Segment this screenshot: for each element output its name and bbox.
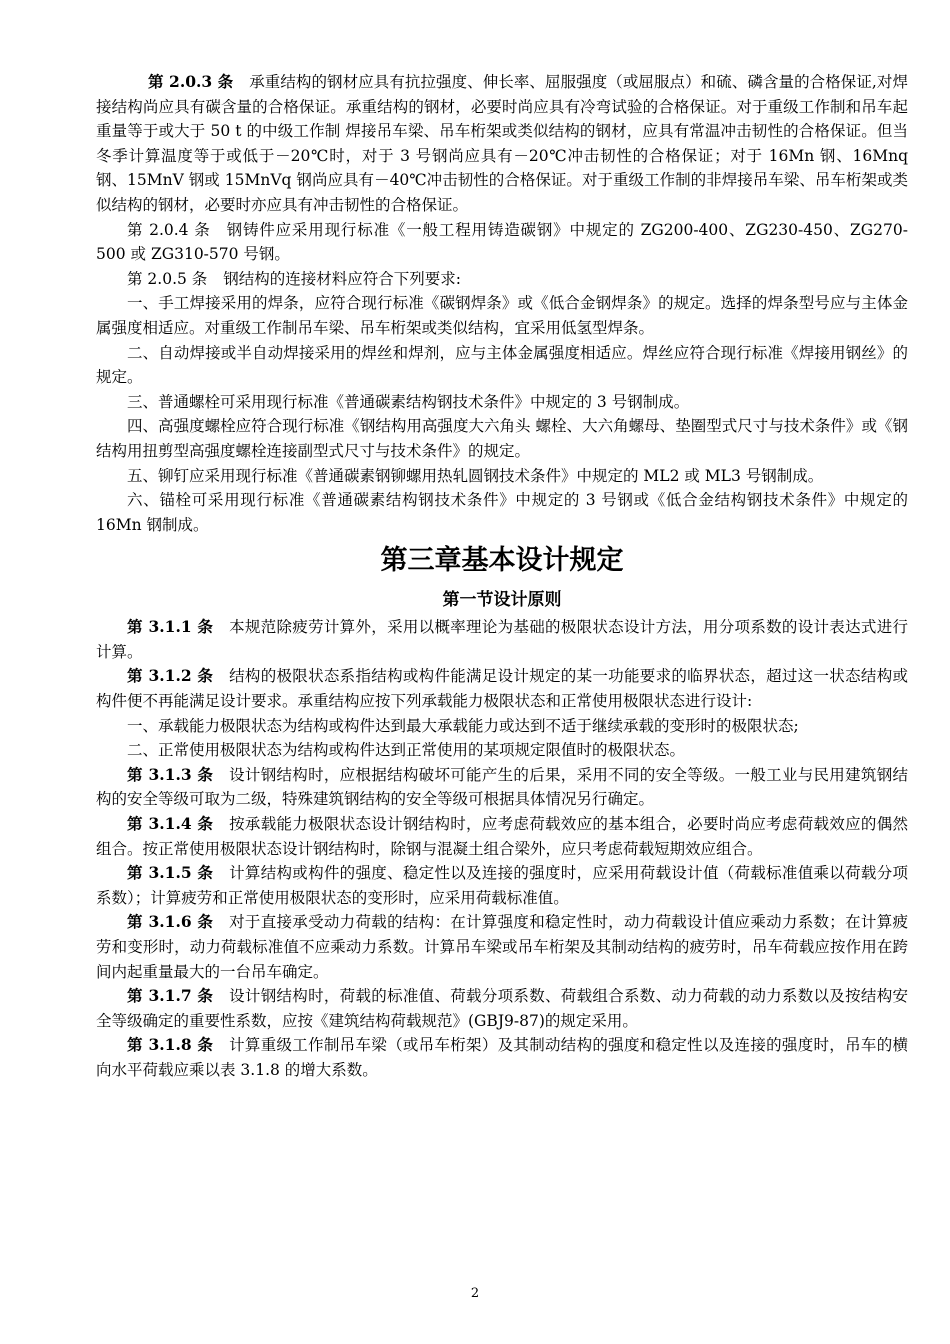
article-text: 承重结构的钢材应具有抗拉强度、伸长率、屈服强度（或屈服点）和硫、磷含量的合格保证,对焊接结构尚应具有碳含量的合格保证。承重结构的钢材，必要时尚应具有冷弯试验的合格保证。对于重级工作制和吊车起重量等于或大于 50 t 的中级工作制 焊接吊车梁、吊车桁架或类似结构的钢材，应具有常温冲击韧性的合格保证。但当冬季计算温度等于或低于－20℃时，对于 3 号钢尚应具有－20℃冲击韧性的合格保证；对于 16Mn 钢、16Mnq 钢、15MnV 钢或 15MnVq 钢尚应具有－40℃冲击韧性的合格保证。对于重级工作制的非焊接吊车梁、吊车桁架或类似结构的钢材，必要时亦应具有冲击韧性的合格保证。 [96, 73, 908, 214]
article-number: 第 2.0.5 条 [127, 269, 208, 288]
article-text: 结构的极限状态系指结构或构件能满足设计规定的某一功能要求的临界状态，超过这一状态结构或构件便不再能满足设计要求。承重结构应按下列承载能力极限状态和正常使用极限状态进行设计: [96, 667, 908, 711]
article-number: 第 3.1.7 条 [127, 986, 214, 1006]
article-text: 计算结构或构件的强度、稳定性以及连接的强度时，应采用荷载设计值（荷载标准值乘以荷载分项系数）；计算疲劳和正常使用极限状态的变形时，应采用荷载标准值。 [96, 864, 908, 907]
article-number: 第 3.1.2 条 [127, 666, 214, 686]
article-number: 第 3.1.5 条 [127, 863, 214, 883]
article-2-0-5 [96, 267, 908, 292]
article-3-1-7 [96, 984, 908, 1033]
list-item-4 [96, 414, 908, 463]
article-number: 第 3.1.3 条 [127, 764, 214, 784]
article-3-1-1 [96, 615, 908, 664]
article-text: 钢结构的连接材料应符合下列要求: [223, 269, 462, 288]
article-3-1-4 [96, 812, 908, 861]
article-number: 第 2.0.3 条 [148, 72, 234, 91]
article-3-1-5 [96, 861, 908, 910]
document-page [96, 70, 908, 1083]
list-item-text: 二、正常使用极限状态为结构或构件达到正常使用的某项规定限值时的极限状态。 [127, 741, 686, 760]
article-text: 钢铸件应采用现行标准《一般工程用铸造碳钢》中规定的 ZG200-400、ZG230-450、ZG270-500 或 ZG310-570 号钢。 [96, 220, 908, 264]
article-text: 本规范除疲劳计算外，采用以概率理论为基础的极限状态设计方法，用分项系数的设计表达式进行计算。 [96, 618, 908, 661]
list-item-text: 三、普通螺栓可采用现行标准《普通碳素结构钢技术条件》中规定的 3 号钢制成。 [127, 392, 690, 411]
list-item-1 [96, 714, 908, 739]
list-item-text: 四、高强度螺栓应符合现行标准《钢结构用高强度大六角头 螺栓、大六角螺母、垫圈型式尺寸与技术条件》或《钢结构用扭剪型高强度螺栓连接副型式尺寸与技术条件》的规定。 [96, 417, 908, 460]
list-item-6 [96, 488, 908, 537]
article-number: 第 3.1.1 条 [127, 617, 214, 637]
article-3-1-6 [96, 910, 908, 984]
section-title: 第一节设计原则 [442, 590, 562, 611]
list-item-5 [96, 464, 908, 489]
article-text: 计算重级工作制吊车梁（或吊车桁架）及其制动结构的强度和稳定性以及连接的强度时，吊车的横向水平荷载应乘以表 3.1.8 的增大系数。 [96, 1036, 908, 1079]
list-item-1 [96, 291, 908, 340]
article-text: 按承载能力极限状态设计钢结构时，应考虑荷载效应的基本组合，必要时尚应考虑荷载效应的偶然组合。按正常使用极限状态设计钢结构时，除钢与混凝土组合梁外，应只考虑荷载短期效应组合。 [96, 815, 908, 858]
list-item-text: 二、自动焊接或半自动焊接采用的焊丝和焊剂，应与主体金属强度相适应。焊丝应符合现行标准《焊接用钢丝》的规定。 [96, 343, 908, 387]
article-number: 第 3.1.8 条 [127, 1035, 214, 1055]
article-text: 设计钢结构时，应根据结构破坏可能产生的后果，采用不同的安全等级。一般工业与民用建筑钢结构的安全等级可取为二级，特殊建筑钢结构的安全等级可根据具体情况另行确定。 [96, 765, 908, 809]
list-item-3 [96, 390, 908, 415]
list-item-2 [96, 341, 908, 390]
list-item-text: 一、手工焊接采用的焊条，应符合现行标准《碳钢焊条》或《低合金钢焊条》的规定。选择的焊条型号应与主体金属强度相适应。对重级工作制吊车梁、吊车桁架或类似结构，宜采用低氢型焊条。 [96, 294, 908, 337]
list-item-text: 六、锚栓可采用现行标准《普通碳素结构钢技术条件》中规定的 3 号钢或《低合金结构钢技术条件》中规定的 16Mn 钢制成。 [96, 491, 908, 534]
article-3-1-8 [96, 1033, 908, 1082]
article-3-1-3 [96, 763, 908, 812]
list-item-2 [96, 738, 908, 763]
chapter-title: 第三章基本设计规定 [380, 545, 624, 577]
page-number: 2 [470, 1286, 480, 1301]
article-number: 第 2.0.4 条 [127, 220, 211, 239]
article-2-0-4 [96, 218, 908, 267]
article-text: 对于直接承受动力荷载的结构：在计算强度和稳定性时，动力荷载设计值应乘动力系数；在计算疲劳和变形时，动力荷载标准值不应乘动力系数。计算吊车梁或吊车桁架及其制动结构的疲劳时，吊车荷载应按作用在跨间内起重量最大的一台吊车确定。 [96, 913, 908, 981]
article-text: 设计钢结构时，荷载的标准值、荷载分项系数、荷载组合系数、动力荷载的动力系数以及按结构安全等级确定的重要性系数，应按《建筑结构荷载规范》(GBJ9-87)的规定采用。 [96, 987, 908, 1030]
article-number: 第 3.1.6 条 [127, 912, 214, 932]
list-item-text: 一、承载能力极限状态为结构或构件达到最大承载能力或达到不适于继续承载的变形时的极限状态; [127, 716, 799, 735]
article-number: 第 3.1.4 条 [127, 814, 214, 834]
article-3-1-2 [96, 664, 908, 713]
list-item-text: 五、铆钉应采用现行标准《普通碳素钢铆螺用热轧圆钢技术条件》中规定的 ML2 或 ML3 号钢制成。 [127, 466, 824, 485]
article-2-0-3 [96, 70, 908, 218]
